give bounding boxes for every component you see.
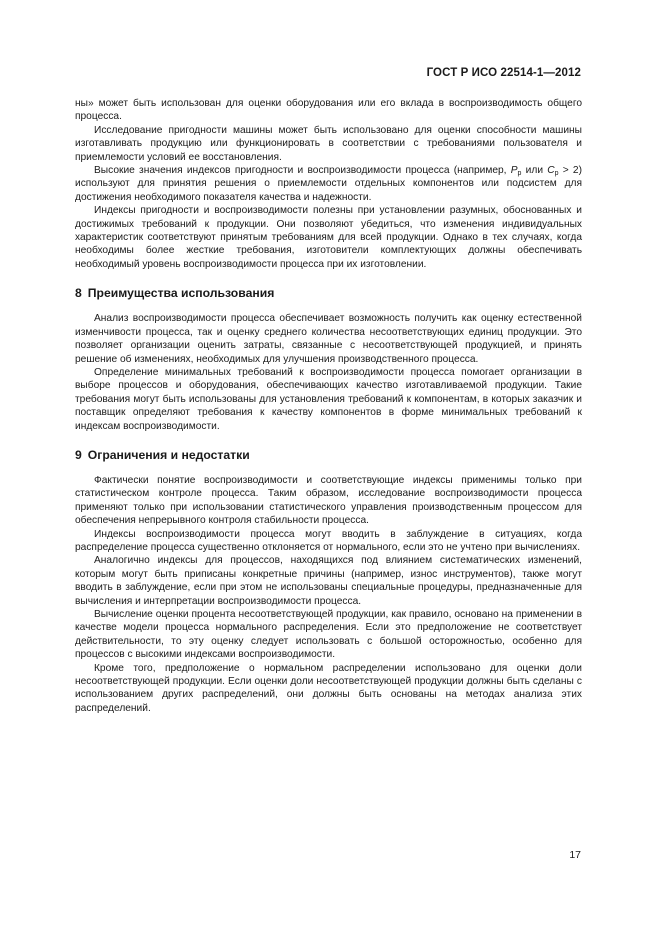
paragraph: Определение минимальных требований к воспроизводимости процесса помогает организации в выборе процессов и оборудования, обеспечивающих качество изготавливаемой продукции. Такие требования могут быть использованы для установления требований к компонентам, в которых заказчик и поставщик определяют требования к качеству компонентов в форме минимальных требований к индексам воспроизводимости. <box>75 366 582 432</box>
section-title: Ограничения и недостатки <box>87 447 250 462</box>
paragraph: ны» может быть использован для оценки оборудования или его вклада в воспроизводимость общего процесса. <box>75 98 582 123</box>
paragraph: Аналогично индексы для процессов, находящихся под влиянием систематических изменений, которым могут быть приписаны конкретные причины (например, износ инструментов), также могут вводить в заблуждение, если при этом не использованы специальные процедуры, предназначенные для вычисления и интерпретации воспроизводимости процесса. <box>75 555 582 607</box>
subscript: p <box>554 170 559 178</box>
symbol-p: P <box>510 165 518 177</box>
page-number: 17 <box>569 849 581 861</box>
paragraph-with-formula <box>75 164 582 204</box>
paragraph: Индексы воспроизводимости процесса могут вводить в заблуждение в ситуациях, когда распределение процесса существенно отклоняется от нормального, если это не учтено при вычислениях. <box>75 528 582 553</box>
text-run: > 2) используют для принятия решения о приемлемости отдельных компонентов или подсистем для достижения необходимого показателя качества и надежности. <box>75 165 582 203</box>
section-title: Преимущества использования <box>87 286 275 301</box>
text-run: Высокие значения индексов пригодности и воспроизводимости процесса (например, <box>94 165 511 177</box>
paragraph: Анализ воспроизводимости процесса обеспечивает возможность получить как оценку естественной изменчивости процесса, так и оценку среднего количества несоответствующих единиц продукции. Это позволяет организации оценить затраты, связанные с несоответствующей продукцией, и принять решение об изменениях, необходимых для улучшения производственного процесса. <box>75 313 582 365</box>
section-heading-8 <box>75 286 582 301</box>
paragraph: Кроме того, предположение о нормальном распределении использовано для оценки доли несоответствующей продукции. Если оценки доли несоответствующей продукции должны быть сделаны с использованием других распределений, они должны быть основаны на методах анализа этих распределений. <box>75 662 582 714</box>
section-number: 9 <box>75 447 82 462</box>
text-run: или <box>521 165 548 177</box>
paragraph: Фактически понятие воспроизводимости и соответствующие индексы применимы только при статистическом контроле процесса. Таким образом, исследование воспроизводимости процесса применяют только при использовании статистического управления производственным процессом для обеспечения непрерывного контроля стабильности процесса. <box>75 474 582 527</box>
symbol-c: C <box>547 165 555 177</box>
document-body <box>75 97 582 715</box>
section-number: 8 <box>75 286 82 301</box>
paragraph: Вычисление оценки процента несоответствующей продукции, как правило, основано на применении в качестве модели процесса нормального распределения. Если это предположение не соответствует действительности, то эту оценку следует использовать с большой осторожностью, особенно для процессов с высокими индексами воспроизводимости. <box>75 609 582 661</box>
document-id-header: ГОСТ Р ИСО 22514-1—2012 <box>426 67 581 79</box>
section-heading-9 <box>75 448 582 463</box>
subscript: p <box>517 170 522 178</box>
paragraph: Индексы пригодности и воспроизводимости полезны при установлении разумных, обоснованных и достижимых требований к продукции. Они позволяют убедиться, что изменения индивидуальных характеристик соответствуют принятым требованиям для всей продукции. Однако в тех случаях, когда необходимы более жесткие требования, изготовители комплектующих должны обеспечивать необходимый уровень воспроизводимости процесса при их изготовлении. <box>75 205 582 270</box>
paragraph: Исследование пригодности машины может быть использовано для оценки способности машины изготавливать продукцию или функционировать в соответствии с требованиями пользователя и приемлемости условий ее восстановления. <box>75 124 582 163</box>
